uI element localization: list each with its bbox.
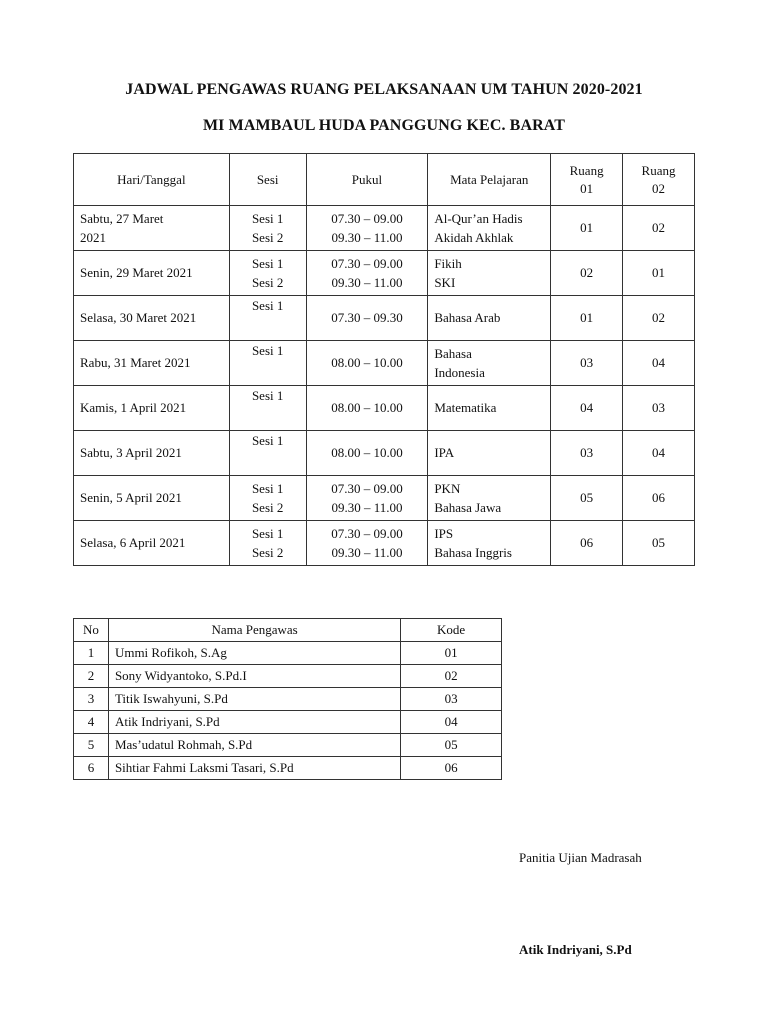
cell-no: 6 [74, 757, 109, 780]
table-row [74, 206, 695, 251]
header-day: Hari/Tanggal [74, 154, 230, 206]
sesi-1: Sesi 1 [251, 481, 284, 496]
pengawas-table [73, 618, 502, 780]
cell-room2: 02 [623, 206, 695, 251]
cell-no: 2 [74, 665, 109, 688]
cell-sesi [229, 341, 306, 386]
schedule-table [73, 153, 695, 566]
header-sesi: Sesi [229, 154, 306, 206]
cell-pukul: 07.30 – 09.30 [306, 296, 428, 341]
header-room2-label: Ruang [641, 162, 676, 178]
cell-room2: 04 [623, 341, 695, 386]
cell-pukul: 08.00 – 10.00 [306, 386, 428, 431]
mapel-1: PKN [434, 481, 461, 496]
table-row [74, 734, 502, 757]
cell-sesi [229, 386, 306, 431]
table-row [74, 688, 502, 711]
sesi-1: Sesi 1 [251, 256, 284, 271]
sesi-1: Sesi 1 [251, 298, 284, 313]
cell-mapel [428, 341, 551, 386]
cell-room2: 05 [623, 521, 695, 566]
table-row [74, 296, 695, 341]
cell-nama: Titik Iswahyuni, S.Pd [108, 688, 400, 711]
pukul-1: 07.30 – 09.00 [331, 211, 403, 226]
mapel-1: Al-Qur’an Hadis [434, 211, 523, 226]
mapel-2: Bahasa Jawa [434, 500, 502, 515]
cell-kode: 01 [401, 642, 502, 665]
header-nama: Nama Pengawas [108, 619, 400, 642]
cell-nama: Atik Indriyani, S.Pd [108, 711, 400, 734]
sesi-2: Sesi 2 [251, 230, 284, 245]
cell-day: Sabtu, 3 April 2021 [74, 431, 230, 476]
mapel-2: Bahasa Inggris [434, 545, 512, 560]
cell-mapel: IPA [428, 431, 551, 476]
cell-day: Senin, 29 Maret 2021 [74, 251, 230, 296]
cell-kode: 04 [401, 711, 502, 734]
cell-no: 3 [74, 688, 109, 711]
pukul-2: 09.30 – 11.00 [331, 545, 403, 560]
cell-nama: Mas’udatul Rohmah, S.Pd [108, 734, 400, 757]
table-row [74, 431, 695, 476]
header-room1-label: Ruang [569, 162, 604, 178]
cell-pukul: 08.00 – 10.00 [306, 341, 428, 386]
cell-room2: 06 [623, 476, 695, 521]
cell-nama: Ummi Rofikoh, S.Ag [108, 642, 400, 665]
cell-room2: 03 [623, 386, 695, 431]
table-row [74, 386, 695, 431]
sesi-1: Sesi 1 [251, 433, 284, 448]
cell-day: Selasa, 30 Maret 2021 [74, 296, 230, 341]
cell-sesi [229, 251, 306, 296]
header-room1-number: 01 [580, 180, 594, 196]
cell-kode: 05 [401, 734, 502, 757]
signature-label: Panitia Ujian Madrasah [519, 850, 642, 865]
cell-mapel [428, 251, 551, 296]
cell-day: Kamis, 1 April 2021 [74, 386, 230, 431]
table-row [74, 521, 695, 566]
pukul-1: 07.30 – 09.00 [331, 526, 403, 541]
cell-kode: 03 [401, 688, 502, 711]
cell-pukul [306, 206, 428, 251]
pukul-1: 07.30 – 09.00 [331, 481, 403, 496]
cell-day [74, 206, 230, 251]
mapel-2: Akidah Akhlak [434, 230, 514, 245]
cell-nama: Sihtiar Fahmi Laksmi Tasari, S.Pd [108, 757, 400, 780]
cell-room1: 05 [551, 476, 623, 521]
day-line2: 2021 [80, 230, 106, 245]
cell-no: 5 [74, 734, 109, 757]
cell-room1: 03 [551, 431, 623, 476]
cell-pukul [306, 251, 428, 296]
cell-room1: 04 [551, 386, 623, 431]
cell-mapel [428, 476, 551, 521]
header-kode: Kode [401, 619, 502, 642]
cell-pukul: 08.00 – 10.00 [306, 431, 428, 476]
pukul-2: 09.30 – 11.00 [331, 275, 403, 290]
header-no: No [74, 619, 109, 642]
cell-room1: 03 [551, 341, 623, 386]
cell-sesi [229, 521, 306, 566]
header-room1 [551, 154, 623, 206]
sesi-2: Sesi 2 [251, 545, 284, 560]
cell-sesi [229, 476, 306, 521]
header-mapel: Mata Pelajaran [428, 154, 551, 206]
pukul-2: 09.30 – 11.00 [331, 230, 403, 245]
cell-no: 4 [74, 711, 109, 734]
cell-sesi [229, 206, 306, 251]
header-room2-number: 02 [652, 180, 666, 196]
table-row [74, 642, 502, 665]
cell-room1: 02 [551, 251, 623, 296]
cell-room1: 01 [551, 206, 623, 251]
cell-mapel [428, 521, 551, 566]
pukul-2: 09.30 – 11.00 [331, 500, 403, 515]
mapel-1: Fikih [434, 256, 462, 271]
sesi-2: Sesi 2 [251, 500, 284, 515]
pengawas-header-row [74, 619, 502, 642]
sesi-1: Sesi 1 [251, 388, 284, 403]
header-room2 [623, 154, 695, 206]
cell-pukul [306, 476, 428, 521]
cell-room1: 01 [551, 296, 623, 341]
cell-day: Senin, 5 April 2021 [74, 476, 230, 521]
cell-room1: 06 [551, 521, 623, 566]
cell-kode: 02 [401, 665, 502, 688]
table-row [74, 251, 695, 296]
sesi-1: Sesi 1 [251, 343, 284, 358]
cell-nama: Sony Widyantoko, S.Pd.I [108, 665, 400, 688]
header-pukul: Pukul [306, 154, 428, 206]
mapel-1: IPS [434, 526, 454, 541]
schedule-header-row [74, 154, 695, 206]
cell-room2: 01 [623, 251, 695, 296]
table-row [74, 757, 502, 780]
document-title: JADWAL PENGAWAS RUANG PELAKSANAAN UM TAHUN 2020-2021 [125, 81, 643, 98]
cell-mapel: Matematika [428, 386, 551, 431]
table-row [74, 476, 695, 521]
table-row [74, 341, 695, 386]
cell-room2: 04 [623, 431, 695, 476]
mapel-1: Bahasa [434, 346, 472, 361]
cell-day: Selasa, 6 April 2021 [74, 521, 230, 566]
cell-mapel: Bahasa Arab [428, 296, 551, 341]
signature-name: Atik Indriyani, S.Pd [519, 942, 632, 957]
cell-sesi [229, 296, 306, 341]
sesi-1: Sesi 1 [251, 526, 284, 541]
pukul-1: 07.30 – 09.00 [331, 256, 403, 271]
cell-no: 1 [74, 642, 109, 665]
mapel-2: SKI [434, 275, 456, 290]
cell-room2: 02 [623, 296, 695, 341]
cell-sesi [229, 431, 306, 476]
cell-day: Rabu, 31 Maret 2021 [74, 341, 230, 386]
table-row [74, 711, 502, 734]
cell-kode: 06 [401, 757, 502, 780]
cell-mapel [428, 206, 551, 251]
document-subtitle: MI MAMBAUL HUDA PANGGUNG KEC. BARAT [202, 117, 565, 134]
sesi-1: Sesi 1 [251, 211, 284, 226]
cell-pukul [306, 521, 428, 566]
table-row [74, 665, 502, 688]
sesi-2: Sesi 2 [251, 275, 284, 290]
mapel-2: Indonesia [434, 365, 485, 380]
day-line1: Sabtu, 27 Maret [80, 211, 164, 226]
